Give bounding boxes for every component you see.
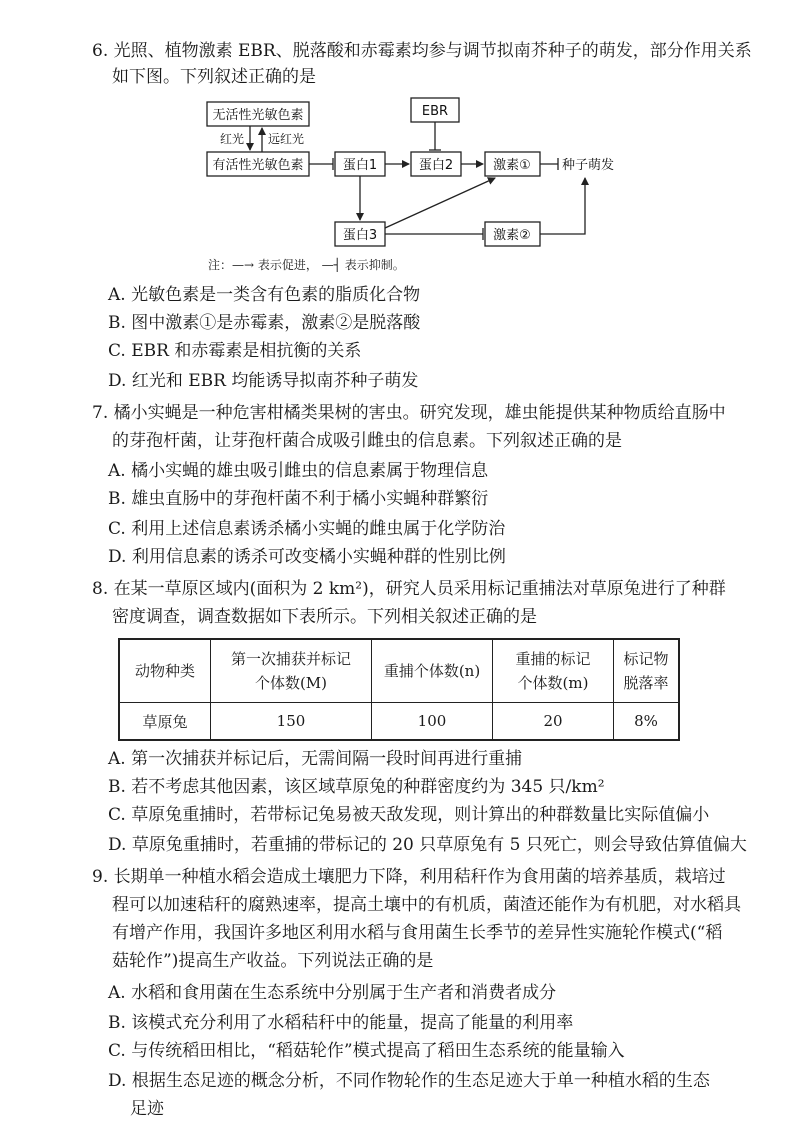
q9-option-b: B. 该模式充分利用了水稻秸秆中的能量，提高了能量的利用率 bbox=[108, 1013, 574, 1033]
q7-stem-line2: 的芽孢杆菌，让芽孢杆菌合成吸引雌虫的信息素。下列叙述正确的是 bbox=[112, 431, 622, 451]
q6-option-c: C. EBR 和赤霉素是相抗衡的关系 bbox=[108, 341, 362, 361]
header-line: 重捕的标记 bbox=[515, 650, 591, 668]
header-line: 个体数(m) bbox=[517, 674, 589, 692]
diagram-label-hormone2: 激素② bbox=[493, 228, 531, 243]
q6-stem-line2: 如下图。下列叙述正确的是 bbox=[112, 67, 316, 87]
q9-stem-line1: 9. 长期单一种植水稻会造成土壤肥力下降，利用秸秆作为食用菌的培养基质，栽培过 bbox=[92, 867, 726, 887]
table-header-first-capture bbox=[211, 639, 372, 703]
q8-data-table bbox=[118, 638, 680, 741]
table-header-marked-recapture bbox=[493, 639, 614, 703]
q9-option-c: C. 与传统稻田相比，“稻菇轮作”模式提高了稻田生态系统的能量输入 bbox=[108, 1041, 625, 1061]
q6-diagram bbox=[0, 0, 800, 290]
diagram-label-far-red-light: 远红光 bbox=[268, 132, 305, 146]
diagram-label-protein1: 蛋白1 bbox=[342, 158, 378, 173]
header-line: 个体数(M) bbox=[254, 674, 328, 692]
q6-diagram-note: 注：—→ 表示促进， —┤ 表示抑制。 bbox=[208, 258, 405, 272]
diagram-label-active-pigment: 有活性光敏色素 bbox=[212, 158, 304, 173]
q9-option-a: A. 水稻和食用菌在生态系统中分别属于生产者和消费者成分 bbox=[108, 983, 557, 1003]
q9-option-d-cont: 足迹 bbox=[130, 1099, 164, 1119]
q7-stem-line1: 7. 橘小实蝇是一种危害柑橘类果树的害虫。研究发现，雄虫能提供某种物质给直肠中 bbox=[92, 403, 726, 423]
q7-option-a: A. 橘小实蝇的雄虫吸引雌虫的信息素属于物理信息 bbox=[108, 461, 489, 481]
q8-option-c: C. 草原兔重捕时，若带标记兔易被天敌发现，则计算出的种群数量比实际值偏小 bbox=[108, 805, 710, 825]
table-header-recapture: 重捕个体数(n) bbox=[372, 639, 493, 703]
table-header-species: 动物种类 bbox=[119, 639, 211, 703]
q9-stem-line2: 程可以加速秸秆的腐熟速率，提高土壤中的有机质，菌渣还能作为有机肥，对水稻具 bbox=[112, 895, 741, 915]
q8-option-a: A. 第一次捕获并标记后，无需间隔一段时间再进行重捕 bbox=[108, 749, 523, 769]
q9-option-d: D. 根据生态足迹的概念分析，不同作物轮作的生态足迹大于单一种植水稻的生态 bbox=[108, 1071, 710, 1091]
diagram-label-ebr: EBR bbox=[421, 104, 449, 119]
q9-stem-line3: 有增产作用，我国许多地区利用水稻与食用菌生长季节的差异性实施轮作模式(“稻 bbox=[112, 923, 723, 943]
q7-option-b: B. 雄虫直肠中的芽孢杆菌不利于橘小实蝇种群繁衍 bbox=[108, 489, 489, 509]
table-cell: 100 bbox=[372, 703, 493, 741]
table-cell: 20 bbox=[493, 703, 614, 741]
q8-option-d: D. 草原兔重捕时，若重捕的带标记的 20 只草原兔有 5 只死亡，则会导致估算值偏大 bbox=[108, 835, 747, 855]
diagram-label-inactive-pigment: 无活性光敏色素 bbox=[212, 108, 304, 123]
diagram-arrow-hormone2-germination bbox=[540, 178, 585, 234]
q7-option-c: C. 利用上述信息素诱杀橘小实蝇的雌虫属于化学防治 bbox=[108, 519, 506, 539]
q8-stem-line2: 密度调查，调查数据如下表所示。下列相关叙述正确的是 bbox=[112, 607, 537, 627]
table-cell: 草原兔 bbox=[119, 703, 211, 741]
q9-stem-line4: 菇轮作”)提高生产收益。下列说法正确的是 bbox=[112, 951, 434, 971]
table-header-row bbox=[119, 639, 679, 703]
diagram-label-protein2: 蛋白2 bbox=[418, 158, 454, 173]
q8-stem-line1: 8. 在某一草原区域内(面积为 2 km²)，研究人员采用标记重捕法对草原兔进行了种群 bbox=[92, 579, 726, 599]
table-cell: 8% bbox=[614, 703, 680, 741]
q6-option-d: D. 红光和 EBR 均能诱导拟南芥种子萌发 bbox=[108, 371, 419, 391]
diagram-label-protein3: 蛋白3 bbox=[342, 228, 378, 243]
table-cell: 150 bbox=[211, 703, 372, 741]
q7-option-d: D. 利用信息素的诱杀可改变橘小实蝇种群的性别比例 bbox=[108, 547, 506, 567]
table-row bbox=[119, 703, 679, 741]
diagram-arrow-protein3-hormone1 bbox=[385, 178, 495, 228]
diagram-label-red-light: 红光 bbox=[219, 132, 244, 146]
q6-stem-line1: 6. 光照、植物激素 EBR、脱落酸和赤霉素均参与调节拟南芥种子的萌发，部分作用关系 bbox=[92, 41, 752, 61]
q6-option-b: B. 图中激素①是赤霉素，激素②是脱落酸 bbox=[108, 313, 421, 333]
diagram-label-germination: 种子萌发 bbox=[562, 158, 615, 173]
table-header-loss-rate: 标记物脱落率 bbox=[614, 639, 680, 703]
q8-option-b: B. 若不考虑其他因素，该区域草原兔的种群密度约为 345 只/km² bbox=[108, 777, 605, 797]
q6-option-a: A. 光敏色素是一类含有色素的脂质化合物 bbox=[108, 285, 421, 305]
diagram-label-hormone1: 激素① bbox=[493, 158, 531, 173]
header-line: 第一次捕获并标记 bbox=[230, 650, 351, 668]
